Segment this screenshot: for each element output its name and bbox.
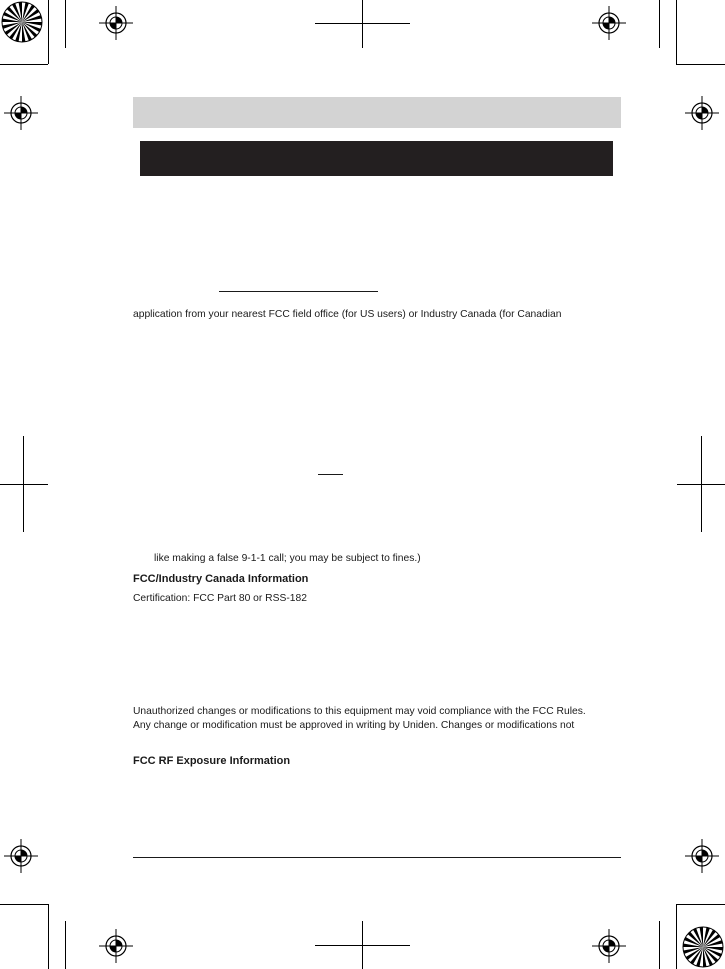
underline-rule <box>219 291 378 292</box>
crop-line <box>676 904 677 969</box>
crop-line <box>659 0 660 48</box>
crop-line <box>48 0 49 64</box>
crosshair-circle-icon <box>592 6 626 40</box>
crosshair-circle-icon <box>592 929 626 963</box>
body-line-unauthorized: Unauthorized changes or modifications to this equipment may void compliance with the FCC Rules. <box>133 706 586 717</box>
crosshair-circle-icon <box>99 6 133 40</box>
section-heading-fcc-ic: FCC/Industry Canada Information <box>133 573 309 585</box>
crosshair-circle-icon <box>4 839 38 873</box>
body-line-false-call: like making a false 9-1-1 call; you may be subject to fines.) <box>154 553 421 564</box>
crop-line <box>0 64 48 65</box>
header-gray-band <box>133 97 621 128</box>
crop-line <box>65 0 66 48</box>
crosshair-circle-icon <box>685 96 719 130</box>
footer-rule <box>133 857 621 858</box>
body-line-application: application from your nearest FCC field office (for US users) or Industry Canada (for Canadian <box>133 309 562 320</box>
crop-line <box>0 904 48 905</box>
crop-line <box>362 0 363 48</box>
header-dark-band <box>140 141 613 176</box>
crop-line <box>676 64 725 65</box>
starburst-wheel-icon <box>681 925 725 969</box>
crop-line <box>676 0 677 64</box>
starburst-wheel-icon <box>0 0 44 44</box>
crop-line <box>676 904 725 905</box>
body-line-approval: Any change or modification must be approved in writing by Uniden. Changes or modifications not <box>133 720 575 731</box>
crosshair-circle-icon <box>685 839 719 873</box>
crop-line <box>0 484 48 485</box>
crop-line <box>65 921 66 969</box>
body-line-certification: Certification: FCC Part 80 or RSS-182 <box>133 593 307 604</box>
crosshair-circle-icon <box>99 929 133 963</box>
crop-line <box>677 484 725 485</box>
underline-rule-short <box>318 474 343 475</box>
crop-line <box>659 921 660 969</box>
crop-line <box>48 904 49 969</box>
crop-line <box>315 23 410 24</box>
crop-line <box>315 945 410 946</box>
crosshair-circle-icon <box>4 96 38 130</box>
section-heading-rf-exposure: FCC RF Exposure Information <box>133 755 291 767</box>
